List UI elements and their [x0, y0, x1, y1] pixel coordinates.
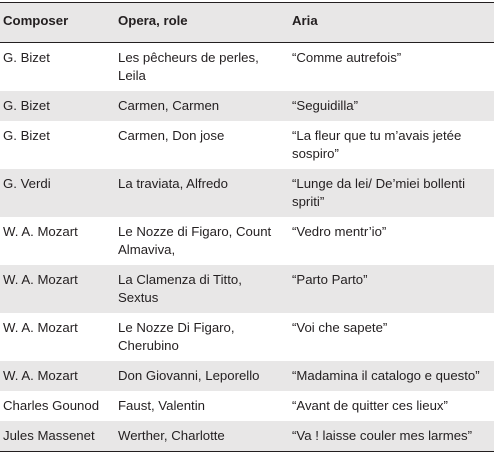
aria-cell: “Comme autrefois”	[292, 50, 402, 65]
aria-cell: “Parto Parto”	[285, 265, 494, 313]
opera-role-cell: La traviata, Alfredo	[111, 169, 285, 217]
opera-role-cell: Carmen, Don jose	[118, 128, 225, 143]
opera-role-cell: Le Nozze di Figaro, Count Almaviva,	[118, 224, 272, 257]
opera-role-cell: Le Nozze Di Figaro, Cherubino	[118, 320, 235, 353]
aria-cell: “Seguidilla”	[285, 91, 494, 121]
composer-cell: W. A. Mozart	[0, 265, 111, 313]
opera-role-cell: Werther, Charlotte	[111, 421, 285, 452]
header-row	[0, 3, 494, 43]
table-row	[0, 121, 494, 169]
composer-cell: W. A. Mozart	[3, 224, 78, 239]
aria-cell: “Lunge da lei/ De’miei bollenti spriti”	[285, 169, 494, 217]
composer-cell: W. A. Mozart	[3, 320, 78, 335]
aria-cell: “Madamina il catalogo e questo”	[285, 361, 494, 391]
composer-cell: W. A. Mozart	[0, 361, 111, 391]
composer-cell: Jules Massenet	[0, 421, 111, 452]
composer-cell: G. Verdi	[0, 169, 111, 217]
table-row	[0, 391, 494, 421]
table-row	[0, 313, 494, 361]
table-row	[0, 43, 494, 92]
composer-cell: G. Bizet	[3, 50, 50, 65]
header-aria: Aria	[285, 3, 494, 43]
opera-role-cell: Faust, Valentin	[118, 398, 205, 413]
table-row	[0, 91, 494, 121]
aria-cell: “Vedro mentr’io”	[292, 224, 387, 239]
opera-role-cell: Carmen, Carmen	[111, 91, 285, 121]
opera-role-cell: Don Giovanni, Leporello	[111, 361, 285, 391]
header-composer: Composer	[0, 3, 111, 43]
header-opera-role: Opera, role	[111, 3, 285, 43]
aria-cell: “Avant de quitter ces lieux”	[292, 398, 448, 413]
aria-cell: “La fleur que tu m’avais jetée sospiro”	[292, 128, 462, 161]
opera-role-cell: Les pêcheurs de perles, Leila	[118, 50, 259, 83]
composer-cell: G. Bizet	[3, 128, 50, 143]
composer-cell: Charles Gounod	[3, 398, 100, 413]
opera-aria-table	[0, 2, 494, 452]
table-row	[0, 169, 494, 217]
opera-role-cell: La Clamenza di Titto, Sextus	[111, 265, 285, 313]
aria-cell: “Voi che sapete”	[292, 320, 388, 335]
aria-cell: “Va ! laisse couler mes larmes”	[285, 421, 494, 452]
table-row	[0, 361, 494, 391]
table-row	[0, 421, 494, 452]
composer-cell: G. Bizet	[0, 91, 111, 121]
table-row	[0, 217, 494, 265]
table-row	[0, 265, 494, 313]
table-body	[0, 43, 494, 452]
table-header	[0, 3, 494, 43]
